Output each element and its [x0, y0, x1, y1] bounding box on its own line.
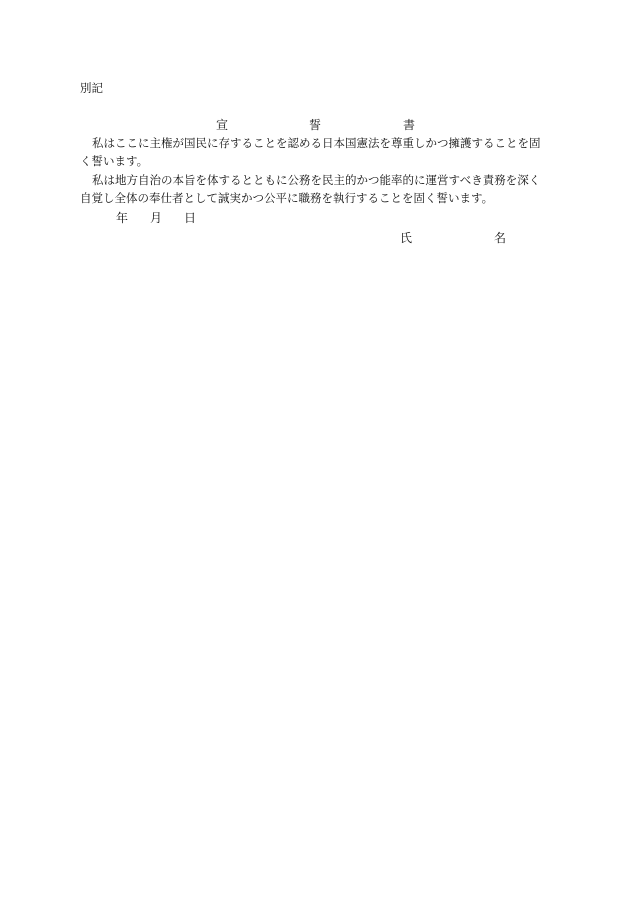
oath-paragraph-2-line-2: 自覚し全体の奉仕者として誠実かつ公平に職務を執行することを固く誓います。 [80, 191, 494, 205]
title-char-sei: 誓 [309, 118, 322, 132]
date-month-label: 月 [150, 211, 163, 225]
date-year-label: 年 [116, 211, 129, 225]
signature-surname-label: 氏 [400, 231, 413, 245]
annex-label: 別記 [80, 81, 103, 95]
oath-paragraph-1-line-2: く誓います。 [80, 154, 149, 168]
date-day-label: 日 [184, 211, 197, 225]
title-char-sho: 書 [403, 118, 416, 132]
title-char-sen: 宣 [216, 118, 229, 132]
signature-given-name-label: 名 [494, 231, 507, 245]
oath-paragraph-2-line-1: 私は地方自治の本旨を体するとともに公務を民主的かつ能率的に運営すべき責務を深く [92, 173, 541, 187]
oath-paragraph-1-line-1: 私はここに主権が国民に存することを認める日本国憲法を尊重しかつ擁護することを固 [92, 136, 541, 150]
